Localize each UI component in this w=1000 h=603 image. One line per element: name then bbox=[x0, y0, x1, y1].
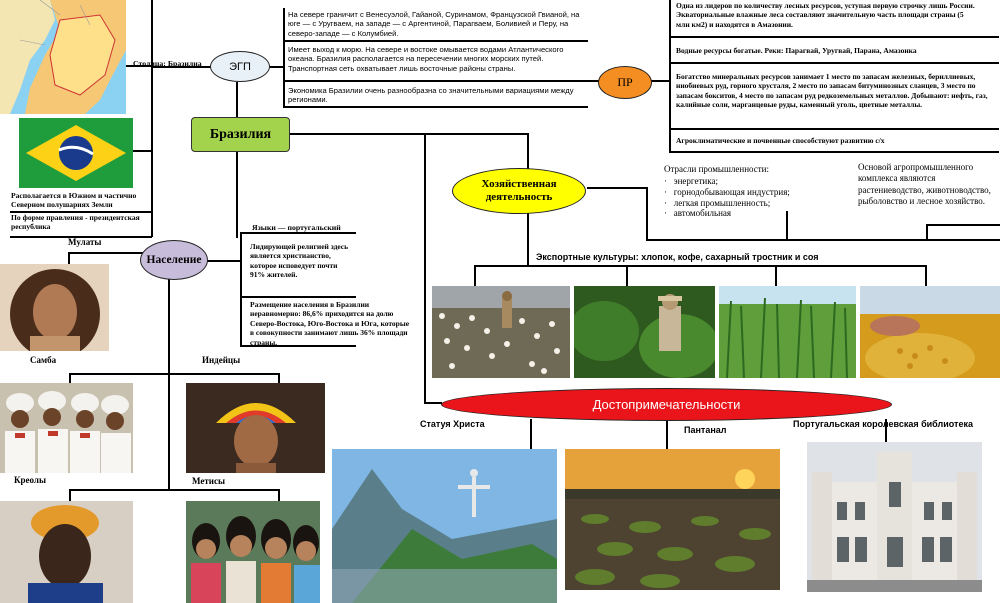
population-node bbox=[140, 240, 208, 280]
industry-item: · автомобильная bbox=[664, 208, 732, 219]
sights-node bbox=[441, 388, 892, 421]
indians-caption: Индейцы bbox=[202, 355, 241, 365]
pr-agro-text: Агроклиматические и почвенные способствуют развитию с/х bbox=[676, 136, 885, 145]
export-text: Экспортные культуры: хлопок, кофе, сахарный тростник и соя bbox=[536, 252, 819, 262]
industry-item: · легкая промышленность; bbox=[664, 197, 771, 208]
mestizos-caption: Метисы bbox=[192, 476, 225, 486]
capital-text: Столица: Бразилиа bbox=[133, 59, 202, 68]
central-label: Бразилия bbox=[209, 126, 272, 142]
industry-title: Отрасли промышленности: bbox=[664, 164, 769, 174]
pr-minerals-text: Богатство минеральных ресурсов занимает 1 место по запасам железных, бериллиевых, ниобиевых руд, горного хрусталя, 2 место по запасам битуминозных сланцев, 3 место по запасам бокситов, 4 место по запасам руд редкоземельных металлов. Добывают: нефть, газ, калийные соли, марганцевые руды, каменный уголь, цветные металлы. bbox=[676, 72, 988, 110]
agro-complex-text: Основой агропромышленного комплекса являются растениеводство, животноводство, рыболовство и лесное хозяйство. bbox=[858, 162, 991, 206]
location-text: Располагается в Южном и частично Северном полушариях Земли bbox=[11, 191, 137, 210]
economy-node bbox=[452, 168, 586, 214]
brazil-flag-image bbox=[19, 118, 133, 188]
languages-text: Языки — португальский bbox=[252, 223, 341, 232]
pantanal-image bbox=[565, 449, 780, 590]
mulatto-caption: Мулаты bbox=[68, 237, 102, 247]
sugarcane-image bbox=[719, 286, 856, 378]
pr-forest-text: Одна из лидеров по количеству лесных ресурсов, уступая первую строчку лишь России. Экваториальные влажные леса составляют значительную часть площади страны (5 млн км2) и находятся в Амазонии. bbox=[676, 1, 975, 29]
pr-water-text: Водные ресурсы богатые. Реки: Парагвай, Уругвай, Парана, Амазонка bbox=[676, 46, 917, 55]
christ-caption: Статуя Христа bbox=[420, 419, 485, 429]
sights-label: Достопримечательности bbox=[592, 397, 741, 412]
industry-list bbox=[664, 176, 824, 219]
egp-borders-text: На севере граничит с Венесуэлой, Гайаной, Суринамом, Французской Гвианой, на юге — с Уругваем, на западе — с Аргентиной, Парагваем, Боливией и Перу, на северо-западе — с Колумбией. bbox=[288, 10, 580, 38]
industry-item: · энергетика; bbox=[664, 176, 718, 186]
egp-node bbox=[210, 51, 270, 82]
mulatto-image bbox=[0, 264, 109, 351]
pr-label: ПР bbox=[617, 75, 633, 89]
library-caption: Португальская королевская библиотека bbox=[793, 419, 973, 429]
christ-statue-image bbox=[332, 449, 557, 603]
population-label: Население bbox=[146, 254, 202, 266]
coffee-image bbox=[574, 286, 715, 378]
distribution-text: Размещение населения в Бразилии неравномерно: 86,6% приходится на долю Северо-Востока, Юго-Востока и Юга, которые в совокупности занимают лишь 36% площади страны. bbox=[250, 300, 410, 347]
pr-node bbox=[598, 66, 652, 99]
soy-image bbox=[860, 286, 1000, 378]
cotton-image bbox=[432, 286, 570, 378]
brazil-map-image bbox=[0, 0, 126, 114]
industry-item: · горнодобывающая индустрия; bbox=[664, 186, 790, 197]
woman-image bbox=[0, 501, 133, 603]
economy-label: Хозяйственная деятельность bbox=[481, 177, 557, 203]
indians-image bbox=[186, 383, 325, 473]
egp-economy-text: Экономика Бразилии очень разнообразна со значительными вариациями между регионами. bbox=[288, 86, 574, 105]
government-text: По форме правления - президентская республика bbox=[11, 213, 140, 232]
samba-caption: Самба bbox=[30, 355, 57, 365]
library-image bbox=[807, 442, 982, 592]
central-node bbox=[191, 117, 290, 152]
children-image bbox=[186, 501, 320, 603]
egp-label: ЭГП bbox=[229, 60, 251, 73]
egp-sea-text: Имеет выход к морю. На севере и востоке омывается водами Атлантического океана. Бразилия располагается на пересечении многих морских путей. Транспортная сеть охватывает лишь восточные районы страны. bbox=[288, 45, 564, 73]
creoles-caption: Креолы bbox=[14, 475, 46, 485]
pantanal-caption: Пантанал bbox=[684, 425, 727, 435]
creoles-image bbox=[0, 383, 133, 473]
religion-text: Лидирующей религией здесь является христианство, которое исповедует почти 91% жителей. bbox=[250, 242, 349, 280]
